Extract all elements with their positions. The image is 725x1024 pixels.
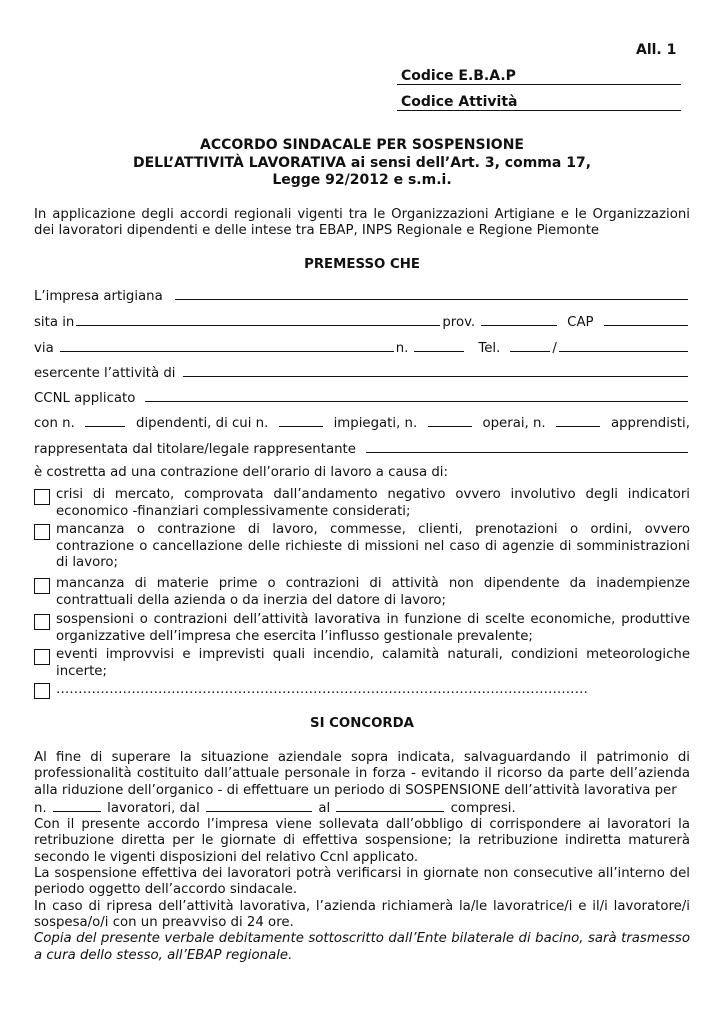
- sita-label: sita in: [34, 315, 75, 330]
- period-to-field[interactable]: [336, 799, 444, 812]
- cap-field[interactable]: [604, 313, 688, 326]
- ccnl-row: [34, 389, 690, 406]
- prov-label: prov.: [442, 315, 476, 330]
- sita-row: [34, 313, 690, 330]
- impresa-label: L’impresa artigiana: [34, 289, 163, 304]
- option-checkbox-3[interactable]: [34, 578, 50, 594]
- sita-field[interactable]: [76, 313, 440, 326]
- option-checkbox-6[interactable]: [34, 683, 50, 699]
- dipendenti-label: dipendenti, di cui n.: [136, 416, 269, 431]
- civic-number-field[interactable]: [414, 339, 464, 352]
- dipendenti-row: [34, 414, 690, 431]
- con-n-label: con n.: [34, 416, 75, 431]
- apprendisti-label: apprendisti,: [610, 416, 690, 431]
- concorda-paragraph-3: La sospensione effettiva dei lavoratori potrà verificarsi in giornate non consecutive all’interno del periodo oggetto dell’accordo sindacale.: [34, 866, 690, 898]
- intro-paragraph: In applicazione degli accordi regionali vigenti tra le Organizzazioni Artigiane e le Organizzazioni dei lavoratori dipendenti e delle intese tra EBAP, INPS Regionale e Regione Piemonte: [34, 207, 690, 239]
- rappresentata-label: rappresentata dal titolare/legale rappresentante: [34, 442, 356, 457]
- option-text-1: crisi di mercato, comprovata dall’andamento negativo ovvero involutivo degli indicatori economico -finanziari complessivamente considerati;: [56, 487, 690, 519]
- ccnl-field[interactable]: [145, 389, 688, 402]
- concorda-body: [34, 750, 690, 964]
- tel-number-field[interactable]: [559, 339, 688, 352]
- document-title: [34, 137, 690, 190]
- tel-prefix-field[interactable]: [510, 339, 550, 352]
- costretta-text: è costretta ad una contrazione dell’orario di lavoro a causa di:: [34, 465, 448, 480]
- operai-count-field[interactable]: [428, 414, 472, 427]
- rappresentante-field[interactable]: [366, 440, 688, 453]
- concorda-paragraph-5: Copia del presente verbale debitamente sottoscritto dall’Ente bilaterale di bacino, sarà trasmesso a cura dello stesso, all’EBAP regionale.: [34, 931, 690, 963]
- code-activity-field[interactable]: [397, 110, 681, 111]
- via-field[interactable]: [60, 339, 394, 352]
- concorda-paragraph-4: In caso di ripresa dell’attività lavorativa, l’azienda richiamerà la/le lavoratrice/i e il/i lavoratore/i sospesa/o/i con un preavviso di 24 ore.: [34, 898, 690, 930]
- tel-separator: /: [552, 341, 557, 356]
- option-text-other[interactable]: …………………………………………………………………………………………………………: [56, 682, 588, 697]
- option-checkbox-5[interactable]: [34, 649, 50, 665]
- period-compresi-label: compresi.: [450, 800, 516, 816]
- concorda-period-line: [34, 799, 690, 817]
- option-checkbox-2[interactable]: [34, 524, 50, 540]
- prov-field[interactable]: [481, 313, 557, 326]
- period-n-label: n.: [34, 800, 47, 816]
- attivita-label: esercente l’attività di: [34, 366, 176, 381]
- option-checkbox-1[interactable]: [34, 489, 50, 505]
- premesso-heading: PREMESSO CHE: [304, 257, 420, 272]
- via-label: via: [34, 341, 54, 356]
- option-text-3: mancanza di materie prime o contrazioni di attività non dipendente da inadempienze contrattuali della azienda o da inerzia del datore di lavoro;: [56, 576, 690, 608]
- option-text-4: sospensioni o contrazioni dell’attività lavorativa in funzione di scelte economiche, produttive organizzative dell’impresa che esercita l’influsso gestionale prevalente;: [56, 612, 690, 644]
- title-line-3: Legge 92/2012 e s.m.i.: [272, 172, 452, 188]
- period-from-field[interactable]: [206, 799, 312, 812]
- tel-label: Tel.: [478, 341, 501, 356]
- cap-label: CAP: [567, 315, 594, 330]
- attivita-row: [34, 364, 690, 381]
- ccnl-label: CCNL applicato: [34, 391, 136, 406]
- concorda-paragraph-1: Al fine di superare la situazione aziendale sopra indicata, salvaguardando il patrimonio di professionalità costituito dall’attuale personale in forza - evitando il ricorso da parte dell’azienda alla riduzione dell’organico - di effettuare un periodo di SOSPENSIONE dell’attività lavorativa per: [34, 750, 690, 798]
- impiegati-count-field[interactable]: [279, 414, 323, 427]
- operai-label: operai, n.: [482, 416, 546, 431]
- dipendenti-count-field[interactable]: [85, 414, 125, 427]
- concorda-paragraph-2: Con il presente accordo l’impresa viene sollevata dall’obbligo di corrispondere ai lavoratori la retribuzione diretta per le giornate di effettiva sospensione; la retribuzione indiretta maturerà secondo le vigenti disposizioni del relativo Ccnl applicato.: [34, 817, 690, 865]
- impiegati-label: impiegati, n.: [333, 416, 418, 431]
- attivita-field[interactable]: [183, 364, 688, 377]
- period-workers-label: lavoratori, dal: [107, 800, 200, 816]
- code-ebap-label: Codice E.B.A.P: [401, 68, 516, 84]
- option-checkbox-4[interactable]: [34, 614, 50, 630]
- concorda-heading: SI CONCORDA: [310, 716, 414, 731]
- code-activity-label: Codice Attività: [401, 94, 518, 110]
- annex-label: All. 1: [636, 42, 677, 58]
- period-al-label: al: [318, 800, 331, 816]
- title-line-1: ACCORDO SINDACALE PER SOSPENSIONE: [200, 137, 524, 153]
- code-ebap-field[interactable]: [397, 84, 681, 85]
- option-text-2: mancanza o contrazione di lavoro, commesse, clienti, prenotazioni o ordini, ovvero contrazione o cancellazione delle richieste di missioni nel caso di agenzie di somministrazioni di lavoro;: [56, 522, 690, 570]
- option-text-5: eventi improvvisi e imprevisti quali incendio, calamità naturali, condizioni meteorologiche incerte;: [56, 647, 690, 679]
- impresa-field[interactable]: [175, 287, 688, 300]
- title-line-2: DELL’ATTIVITÀ LAVORATIVA ai sensi dell’Art. 3, comma 17,: [132, 154, 592, 171]
- period-workers-field[interactable]: [53, 799, 101, 812]
- via-row: [34, 339, 690, 356]
- apprendisti-count-field[interactable]: [556, 414, 600, 427]
- civic-number-label: n.: [395, 341, 409, 356]
- impresa-row: [34, 287, 690, 304]
- rappresentata-row: [34, 440, 690, 457]
